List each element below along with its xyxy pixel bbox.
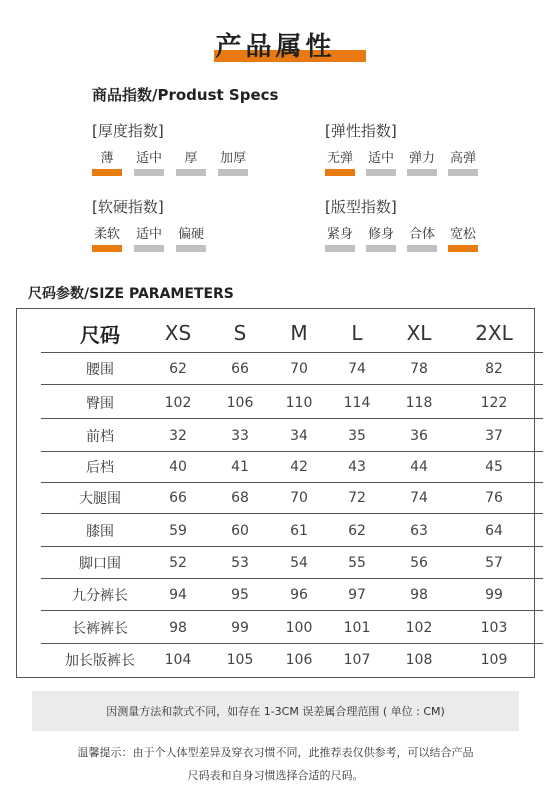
table-cell: 37 xyxy=(485,428,503,444)
table-row xyxy=(41,547,543,579)
spec-options xyxy=(325,223,489,257)
title-block xyxy=(0,26,551,70)
table-cell: 55 xyxy=(348,555,366,571)
table-cell: 54 xyxy=(290,555,308,571)
spec-group-fit xyxy=(325,196,476,242)
spec-option xyxy=(366,147,407,181)
row-label: 大腿围 xyxy=(79,491,121,507)
spec-option-label: 适中 xyxy=(135,227,162,242)
table-cell: 53 xyxy=(231,555,249,571)
spec-option xyxy=(407,223,448,257)
spec-option xyxy=(325,147,366,181)
table-cell: 74 xyxy=(348,361,366,377)
table-cell: 82 xyxy=(485,361,503,377)
spec-option-bar xyxy=(218,169,248,176)
table-cell: 35 xyxy=(348,428,366,444)
spec-option-bar xyxy=(325,245,355,252)
row-label: 膝围 xyxy=(86,524,114,540)
table-cell: 45 xyxy=(485,459,503,475)
spec-option-bar-active xyxy=(92,245,122,252)
row-label: 长裤裤长 xyxy=(72,621,128,637)
size-header-cell: XL xyxy=(406,321,432,345)
spec-option-label: 弹力 xyxy=(408,151,435,166)
table-cell: 114 xyxy=(343,395,371,411)
table-row xyxy=(41,420,543,452)
table-cell: 105 xyxy=(226,652,254,668)
row-label: 前档 xyxy=(86,429,114,445)
table-cell: 56 xyxy=(410,555,428,571)
spec-option-bar-active xyxy=(448,245,478,252)
table-cell: 106 xyxy=(285,652,313,668)
size-header-cell: XS xyxy=(164,321,192,345)
size-header-cell: 2XL xyxy=(475,321,513,345)
spec-option-label: 无弹 xyxy=(326,151,353,166)
table-cell: 110 xyxy=(285,395,313,411)
spec-option-bar xyxy=(448,169,478,176)
table-row xyxy=(41,451,543,483)
table-cell: 74 xyxy=(410,490,428,506)
table-cell: 33 xyxy=(231,428,249,444)
row-label: 加长版裤长 xyxy=(65,653,135,669)
measurement-note: 因测量方法和款式不同，如存在 1-3CM 误差属合理范围 ( 单位 : CM) xyxy=(32,691,519,731)
table-cell: 98 xyxy=(169,620,187,636)
spec-option-label: 厚 xyxy=(184,151,198,166)
row-label: 臀围 xyxy=(86,396,114,412)
spec-option-label: 薄 xyxy=(100,151,114,166)
spec-group-title: [厚度指数] xyxy=(92,122,164,140)
spec-option-label: 修身 xyxy=(367,227,394,242)
table-cell: 42 xyxy=(290,459,308,475)
table-row xyxy=(41,353,543,385)
page-title: 产品属性 xyxy=(215,32,336,62)
size-header-cell: M xyxy=(290,321,308,345)
spec-option-bar xyxy=(176,169,206,176)
table-cell: 59 xyxy=(169,523,187,539)
table-header-label: 尺码 xyxy=(80,322,120,347)
spec-option-bar xyxy=(134,169,164,176)
table-cell: 78 xyxy=(410,361,428,377)
spec-option xyxy=(448,147,489,181)
spec-option xyxy=(134,223,176,257)
spec-option xyxy=(176,147,218,181)
spec-option xyxy=(325,223,366,257)
spec-option xyxy=(92,147,134,181)
table-cell: 106 xyxy=(226,395,254,411)
table-row xyxy=(41,515,543,547)
tip-line-1: 温馨提示：由于个人体型差异及穿衣习惯不同，此推荐表仅供参考，可以结合产品 xyxy=(77,746,474,759)
table-row xyxy=(41,644,543,676)
spec-option xyxy=(448,223,489,257)
spec-option xyxy=(218,147,260,181)
spec-option-label: 加厚 xyxy=(219,151,246,166)
spec-option xyxy=(407,147,448,181)
spec-group-thickness xyxy=(92,120,246,166)
spec-option-bar xyxy=(407,169,437,176)
spec-group-softness xyxy=(92,196,204,242)
table-cell: 102 xyxy=(405,620,433,636)
table-cell: 102 xyxy=(164,395,192,411)
table-cell: 36 xyxy=(410,428,428,444)
table-cell: 57 xyxy=(485,555,503,571)
table-cell: 52 xyxy=(169,555,187,571)
spec-option-label: 宽松 xyxy=(449,227,476,242)
table-row xyxy=(41,482,543,514)
table-cell: 96 xyxy=(290,587,308,603)
table-cell: 68 xyxy=(231,490,249,506)
table-cell: 43 xyxy=(348,459,366,475)
table-cell: 40 xyxy=(169,459,187,475)
table-cell: 97 xyxy=(348,587,366,603)
table-cell: 62 xyxy=(169,361,187,377)
row-label: 九分裤长 xyxy=(72,588,128,604)
table-cell: 44 xyxy=(410,459,428,475)
table-cell: 61 xyxy=(290,523,308,539)
size-heading: 尺码参数/SIZE PARAMETERS xyxy=(28,286,234,302)
table-cell: 60 xyxy=(231,523,249,539)
spec-options xyxy=(325,147,489,181)
spec-option-label: 柔软 xyxy=(93,227,120,242)
spec-option-bar xyxy=(366,169,396,176)
table-cell: 104 xyxy=(164,652,192,668)
table-cell: 107 xyxy=(343,652,371,668)
table-cell: 63 xyxy=(410,523,428,539)
table-cell: 100 xyxy=(285,620,313,636)
table-cell: 72 xyxy=(348,490,366,506)
table-cell: 76 xyxy=(485,490,503,506)
spec-option-bar-active xyxy=(325,169,355,176)
table-cell: 118 xyxy=(405,395,433,411)
spec-option-label: 紧身 xyxy=(326,227,353,242)
table-cell: 94 xyxy=(169,587,187,603)
table-row xyxy=(41,612,543,644)
spec-option-label: 适中 xyxy=(367,151,394,166)
table-header-row xyxy=(41,313,543,353)
spec-option-bar xyxy=(176,245,206,252)
spec-group-title: [弹性指数] xyxy=(325,122,397,140)
table-cell: 98 xyxy=(410,587,428,603)
table-cell: 109 xyxy=(480,652,508,668)
table-cell: 70 xyxy=(290,361,308,377)
table-cell: 64 xyxy=(485,523,503,539)
spec-group-title: [软硬指数] xyxy=(92,198,164,216)
specs-heading: 商品指数/Produst Specs xyxy=(92,86,279,104)
spec-option-bar xyxy=(134,245,164,252)
spec-options xyxy=(92,223,218,257)
spec-group-elasticity xyxy=(325,120,476,166)
table-cell: 101 xyxy=(343,620,371,636)
row-label: 脚口围 xyxy=(79,556,121,572)
table-cell: 70 xyxy=(290,490,308,506)
spec-option-label: 适中 xyxy=(135,151,162,166)
table-cell: 99 xyxy=(485,587,503,603)
spec-option-bar xyxy=(407,245,437,252)
table-cell: 41 xyxy=(231,459,249,475)
spec-option xyxy=(176,223,218,257)
table-cell: 122 xyxy=(480,395,508,411)
table-cell: 99 xyxy=(231,620,249,636)
size-table xyxy=(16,308,535,678)
spec-option xyxy=(366,223,407,257)
table-cell: 32 xyxy=(169,428,187,444)
size-header-cell: S xyxy=(233,321,247,345)
tip-line-2: 尺码表和自身习惯选择合适的尺码。 xyxy=(187,769,364,782)
table-cell: 34 xyxy=(290,428,308,444)
table-cell: 62 xyxy=(348,523,366,539)
spec-option-label: 高弹 xyxy=(449,151,476,166)
table-cell: 95 xyxy=(231,587,249,603)
table-cell: 108 xyxy=(405,652,433,668)
spec-group-title: [版型指数] xyxy=(325,198,397,216)
table-cell: 66 xyxy=(231,361,249,377)
table-cell: 66 xyxy=(169,490,187,506)
table-cell: 103 xyxy=(480,620,508,636)
spec-options xyxy=(92,147,260,181)
size-header-cell: L xyxy=(351,321,363,345)
row-label: 后档 xyxy=(86,460,114,476)
spec-option-label: 合体 xyxy=(408,227,435,242)
spec-option-bar-active xyxy=(92,169,122,176)
spec-option xyxy=(92,223,134,257)
table-row xyxy=(41,387,543,419)
spec-option xyxy=(134,147,176,181)
table-row xyxy=(41,579,543,611)
spec-option-label: 偏硬 xyxy=(177,227,204,242)
row-label: 腰围 xyxy=(86,362,114,378)
spec-option-bar xyxy=(366,245,396,252)
